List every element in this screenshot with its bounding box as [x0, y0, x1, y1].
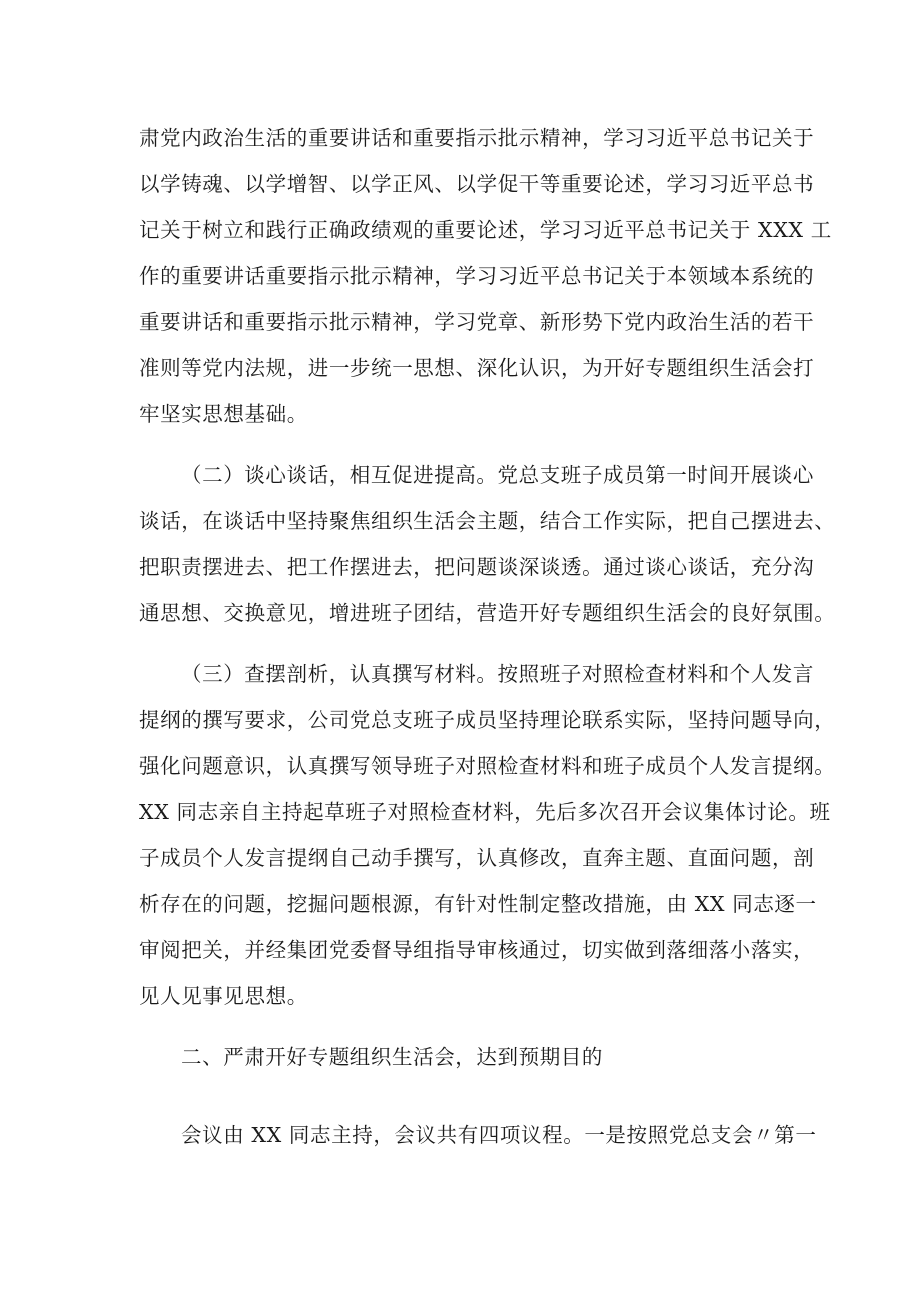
text-line: 肃党内政治生活的重要讲话和重要指示批示精神，学习习近平总书记关于 — [139, 126, 815, 150]
text-line: 重要讲话和重要指示批示精神，学习党章、新形势下党内政治生活的若干 — [139, 310, 815, 334]
text-line: 子成员个人发言提纲自己动手撰写，认真修改，直奔主题、直面问题，剖 — [139, 846, 815, 870]
text-line: 提纲的撰写要求，公司党总支班子成员坚持理论联系实际，坚持问题导向， — [139, 708, 836, 732]
paragraph-first-line: （三）查摆剖析，认真撰写材料。按照班子对照检查材料和个人发言 — [181, 662, 814, 686]
text-line: 准则等党内法规，进一步统一思想、深化认识，为开好专题组织生活会打 — [139, 356, 815, 380]
text-line: 把职责摆进去、把工作摆进去，把问题谈深谈透。通过谈心谈话，充分沟 — [139, 555, 815, 579]
paragraph-first-line: （二）谈心谈话，相互促进提高。党总支班子成员第一时间开展谈心 — [181, 463, 814, 487]
text-line: 作的重要讲话重要指示批示精神，学习习近平总书记关于本领域本系统的 — [139, 264, 815, 288]
text-line: 见人见事见思想。 — [139, 984, 308, 1008]
text-line: 强化问题意识，认真撰写领导班子对照检查材料和班子成员个人发言提纲。 — [139, 754, 836, 778]
text-line: 析存在的问题，挖掘问题根源，有针对性制定整改措施，由 XX 同志逐一 — [139, 892, 817, 916]
text-line: 谈话，在谈话中坚持聚焦组织生活会主题，结合工作实际，把自己摆进去、 — [139, 509, 836, 533]
text-line: 审阅把关，并经集团党委督导组指导审核通过，切实做到落细落小落实， — [139, 938, 815, 962]
paragraph-first-line: 会议由 XX 同志主持，会议共有四项议程。一是按照党总支会〃第一 — [181, 1123, 817, 1147]
text-line: 记关于树立和践行正确政绩观的重要论述，学习习近平总书记关于 XXX 工 — [139, 218, 832, 242]
text-line: 通思想、交换意见，增进班子团结，营造开好专题组织生活会的良好氛围。 — [139, 601, 836, 625]
text-line: XX 同志亲自主持起草班子对照检查材料，先后多次召开会议集体讨论。班 — [139, 800, 831, 824]
section-heading: 二、严肃开好专题组织生活会，达到预期目的 — [181, 1045, 603, 1069]
text-line: 牢坚实思想基础。 — [139, 402, 308, 426]
text-line: 以学铸魂、以学增智、以学正风、以学促干等重要论述，学习习近平总书 — [139, 172, 815, 196]
